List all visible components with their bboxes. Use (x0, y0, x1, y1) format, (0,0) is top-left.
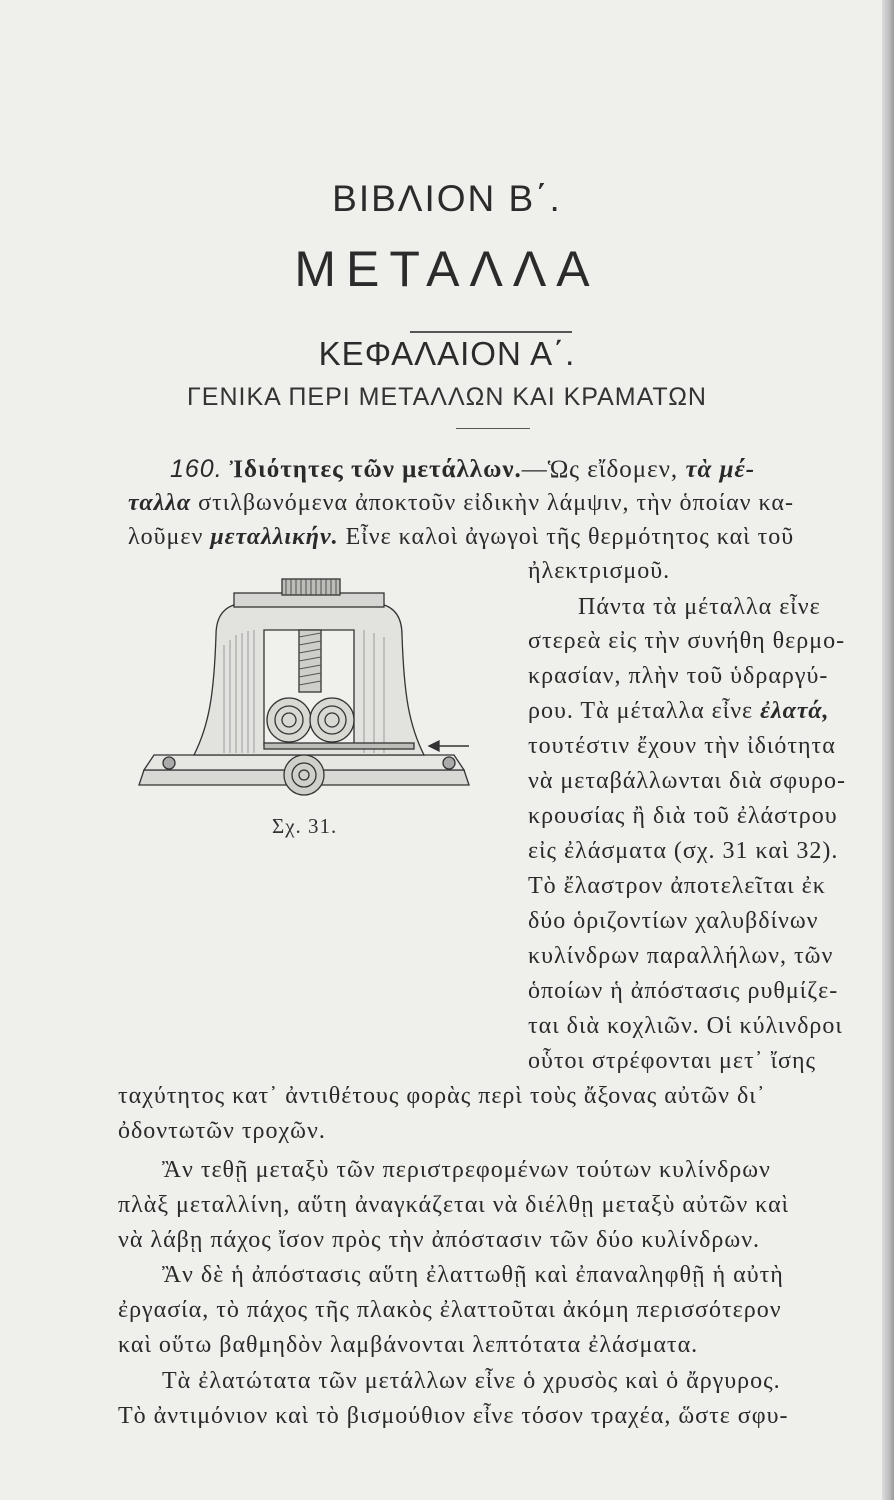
text-span: στιλβωνόμενα ἀποκτοῦν εἰδικὴν λάμψιν, τὴν ὁποίαν κα- (191, 490, 794, 516)
section-heading: Ἰδιότητες τῶν μετάλλων. (229, 456, 522, 483)
chapter-subtitle: ΓΕΝΙΚΑ ΠΕΡΙ ΜΕΤΑΛΛΩΝ ΚΑΙ ΚΡΑΜΑΤΩΝ (187, 383, 707, 411)
rolling-mill-illustration (124, 575, 494, 805)
section-number: 160. (170, 455, 223, 483)
text-line: Ἂν δὲ ἡ ἀπόστασις αὕτη ἐλαττωθῇ καὶ ἐπαναληφθῇ ἡ αὐτὴ (162, 1262, 784, 1288)
section-heading-line (170, 455, 755, 484)
text-line: νὰ λάβῃ πάχος ἴσον πρὸς τὴν ἀπόστασιν τῶν δύο κυλίνδρων. (118, 1227, 761, 1253)
text-line: κυλίνδρων παραλλήλων, τῶν (528, 943, 834, 969)
term-metallic: μεταλλικήν. (210, 524, 339, 550)
text-line: τουτέστιν ἔχουν τὴν ἰδιότητα (528, 733, 836, 759)
figure-caption: Σχ. 31. (272, 814, 338, 838)
text-line (128, 490, 794, 517)
text-line: ται διὰ κοχλιῶν. Οἱ κύλινδροι (528, 1013, 843, 1039)
text-line: καὶ οὕτω βαθμηδὸν λαμβάνονται λεπτότατα ἐλάσματα. (118, 1332, 699, 1358)
text-line: Τὸ ἔλαστρον ἀποτελεῖται ἐκ (528, 873, 826, 899)
text-span: Εἶνε καλοὶ ἀγωγοὶ τῆς θερμότητος καὶ τοῦ (338, 524, 795, 550)
text-line: πλὰξ μεταλλίνη, αὕτη ἀναγκάζεται νὰ διέλθῃ μεταξὺ αὐτῶν καὶ (118, 1192, 790, 1218)
book-label: ΒΙΒΛΙΟΝ Β΄. (332, 178, 562, 219)
text-line (528, 698, 830, 725)
term-metals-cont: ταλλα (128, 490, 192, 516)
section-intro: —Ὡς εἴδομεν, (521, 456, 686, 483)
text-line: Ἂν τεθῇ μεταξὺ τῶν περιστρεφομένων τούτων κυλίνδρων (162, 1157, 771, 1183)
page-edge-shadow (882, 0, 894, 1500)
text-line: κρασίαν, πλὴν τοῦ ὑδραργύ- (528, 663, 829, 689)
text-line: ταχύτητος κατ᾿ ἀντιθέτους φορὰς περὶ τοὺς ἄξονας αὐτῶν δι᾿ (118, 1083, 766, 1109)
subtitle-rule (456, 428, 530, 429)
text-line: στερεὰ εἰς τὴν συνήθη θερμο- (528, 628, 846, 654)
text-span: ρου. Τὰ μέταλλα εἶνε (528, 698, 761, 724)
text-span: λοῦμεν (128, 524, 211, 550)
term-metals: τὰ μέ- (685, 456, 756, 483)
text-line: ὀδοντωτῶν τροχῶν. (118, 1118, 326, 1144)
text-line: ὁποίων ἡ ἀπόστασις ρυθμίζε- (528, 978, 839, 1004)
text-line (128, 524, 794, 551)
text-line: δύο ὁριζοντίων χαλυβδίνων (528, 908, 819, 934)
page-title: ΜΕΤΑΛΛΑ (294, 241, 600, 297)
text-line: Πάντα τὰ μέταλλα εἶνε (578, 594, 821, 620)
text-line: νὰ μεταβάλλωνται διὰ σφυρο- (528, 768, 846, 794)
title-rule (410, 331, 572, 333)
text-line: κρουσίας ἢ διὰ τοῦ ἐλάστρου (528, 803, 838, 829)
text-line: Τὰ ἐλατώτατα τῶν μετάλλων εἶνε ὁ χρυσὸς καὶ ὁ ἄργυρος. (162, 1368, 781, 1394)
text-line: ἠλεκτρισμοῦ. (528, 558, 671, 584)
text-line: εἰς ἐλάσματα (σχ. 31 καὶ 32). (528, 838, 839, 864)
chapter-label: ΚΕΦΑΛΑΙΟΝ Α΄. (318, 335, 576, 372)
text-line: οὗτοι στρέφονται μετ᾿ ἴσης (528, 1048, 817, 1074)
term-malleable: ἐλατά, (760, 698, 830, 724)
text-line: ἐργασία, τὸ πάχος τῆς πλακὸς ἐλαττοῦται ἀκόμη περισσότερον (118, 1297, 782, 1323)
text-line: Τὸ ἀντιμόνιον καὶ τὸ βισμούθιον εἶνε τόσον τραχέα, ὥστε σφυ- (118, 1403, 789, 1429)
